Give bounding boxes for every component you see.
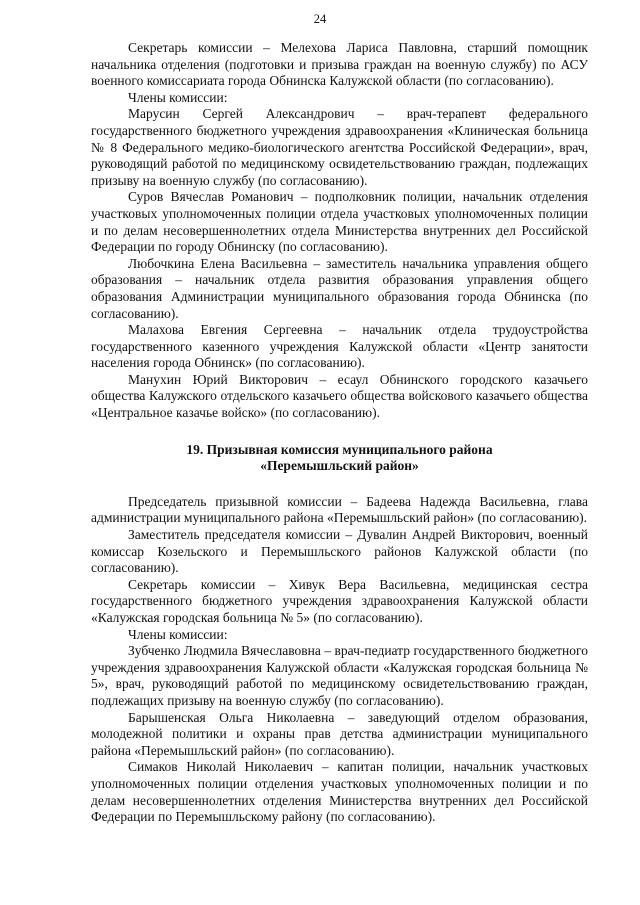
- paragraph-member: Манухин Юрий Викторович – есаул Обнинского городского казачьего общества Калужского отдельского казачьего общества войскового казачьего общества «Центральное казачье войско» (по согласованию).: [91, 371, 588, 421]
- section-heading: [91, 442, 588, 475]
- paragraph-member: Симаков Николай Николаевич – капитан полиции, начальник участковых уполномоченных полиции отделения участковых уполномоченных полиции и по делам несовершеннолетних отделения Министерства внутренних дел Российской Федерации по Перемышльскому району (по согласованию).: [91, 759, 588, 825]
- paragraph-member: Барышенская Ольга Николаевна – заведующий отделом образования, молодежной политики и охраны прав детства администрации муниципального района «Перемышльский район» (по согласованию).: [91, 709, 588, 758]
- paragraph-member: Малахова Евгения Сергеевна – начальник отдела трудоустройства государственного казенного учреждения Калужской области «Центр занятости населения города Обнинск» (по согласованию).: [91, 322, 588, 371]
- document-body: [91, 40, 588, 826]
- page-number: 24: [313, 12, 327, 26]
- paragraph-members-label: Члены комиссии:: [128, 626, 228, 642]
- paragraph-secretary: Секретарь комиссии – Мелехова Лариса Павловна, старший помощник начальника отделения (подготовки и призыва граждан на военную службу) по АСУ военного комиссариата города Обнинска Калужской области (по согласованию).: [91, 40, 588, 89]
- paragraph-member: Суров Вячеслав Романович – подполковник полиции, начальник отделения участковых уполномоченных полиции отдела участковых уполномоченных полиции и по делам несовершеннолетних отдела Министерства внутренних дел Российской Федерации по городу Обнинску (по согласованию).: [91, 189, 588, 255]
- section-heading-line1: 19. Призывная комиссия муниципального района: [186, 441, 493, 457]
- paragraph-member: Марусин Сергей Александрович – врач-терапевт федерального государственного бюджетного учреждения здравоохранения «Клиническая больница № 8 Федерального медико-биологического агентства Российской Федерации», врач, руководящий работой по медицинскому освидетельствованию граждан, подлежащих призыву на военную службу (по согласованию).: [91, 106, 588, 188]
- section-heading-line2: «Перемышльский район»: [260, 458, 419, 474]
- paragraph-deputy: Заместитель председателя комиссии – Дувалин Андрей Викторович, военный комиссар Козельского и Перемышльского районов Калужской области (по согласованию).: [91, 527, 588, 576]
- paragraph-members-label: Члены комиссии:: [128, 89, 228, 105]
- paragraph-member: Любочкина Елена Васильевна – заместитель начальника управления общего образования – начальник отдела развития образования управления общего образования Администрации муниципального образования города Обнинска (по согласованию).: [91, 255, 588, 321]
- paragraph-secretary: Секретарь комиссии – Хивук Вера Васильевна, медицинская сестра государственного бюджетного учреждения здравоохранения Калужской области «Калужская городская больница № 5» (по согласованию).: [91, 576, 588, 625]
- paragraph-chairman: Председатель призывной комиссии – Бадеева Надежда Васильевна, глава администрации муниципального района «Перемышльский район» (по согласованию).: [91, 493, 588, 526]
- paragraph-member: Зубченко Людмила Вячеславовна – врач-педиатр государственного бюджетного учреждения здравоохранения Калужской области «Калужская городская больница № 5», врач, руководящий работой по медицинскому освидетельствованию граждан, подлежащих призыву на военную службу (по согласованию).: [91, 643, 588, 708]
